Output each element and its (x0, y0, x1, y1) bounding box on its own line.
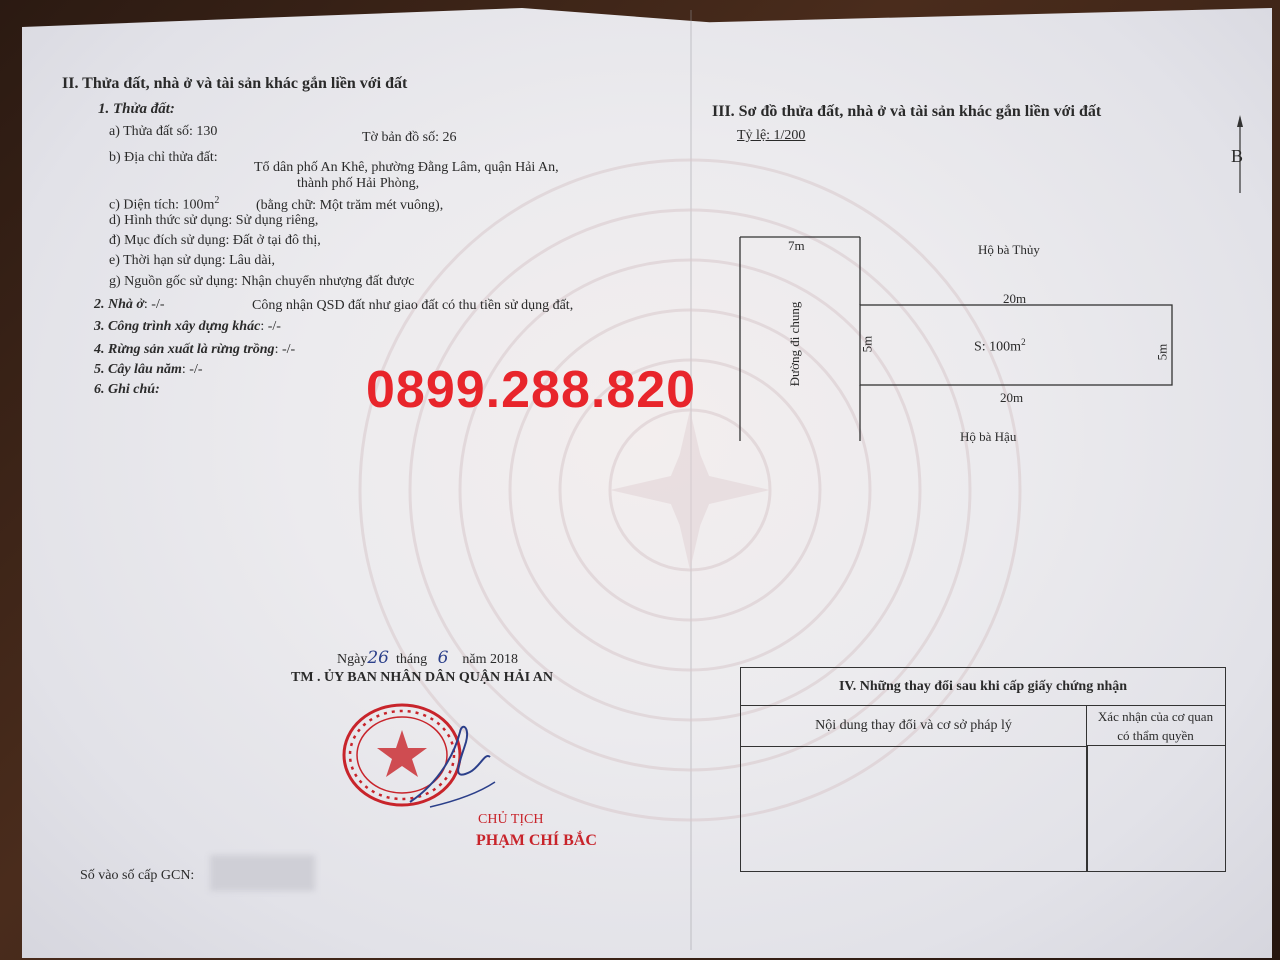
issue-month: 6 (437, 648, 449, 668)
north-label: B (1231, 146, 1244, 166)
signer-role: CHỦ TỊCH (478, 812, 544, 827)
land-plot-heading: 1. Thửa đất: (98, 101, 175, 117)
address-line-1: Tổ dân phố An Khê, phường Đằng Lâm, quận Hải An, (254, 160, 559, 175)
authority-confirmation-header (1086, 705, 1225, 746)
area-in-words: (bằng chữ: Một trăm mét vuông), (256, 198, 444, 213)
changes-table (740, 667, 1226, 872)
plantation-forest-value: : -/- (274, 342, 296, 357)
signer-name: PHẠM CHÍ BẮC (476, 832, 597, 849)
notes-label: 6. Ghi chú: (94, 382, 160, 397)
redacted-registry-number (210, 855, 315, 891)
section-4-title: IV. Những thay đổi sau khi cấp giấy chứng nhận (741, 668, 1225, 706)
perennial-trees-item (94, 362, 203, 378)
neighbor-bottom-label: Hộ bà Hậu (960, 429, 1017, 444)
registry-label: Số vào số cấp GCN: (80, 868, 195, 883)
plantation-forest-item (94, 342, 295, 358)
usage-purpose: đ) Mục đích sử dụng: Đất ở tại đô thị, (109, 233, 321, 248)
confirmation-header-line-2: có thẩm quyền (1117, 728, 1194, 743)
other-structures-value: : -/- (260, 319, 281, 334)
other-structures-label: 3. Công trình xây dựng khác (94, 319, 261, 334)
address-line-2: thành phố Hải Phòng, (297, 176, 420, 191)
house-value: : -/- (143, 297, 165, 312)
issue-year: năm 2018 (462, 652, 519, 667)
plot-area-superscript: 2 (1021, 337, 1026, 347)
month-prefix: tháng (395, 652, 428, 667)
changes-column-divider (1086, 746, 1088, 871)
signature-icon (400, 712, 500, 812)
road-label: Đường đi chung (787, 301, 802, 387)
plantation-forest-label: 4. Rừng sản xuất là rừng trồng (94, 342, 275, 357)
area-value: c) Diện tích: 100m (109, 197, 215, 213)
confirmation-header-line-1: Xác nhận của cơ quan (1097, 709, 1214, 724)
area-label (109, 193, 219, 214)
plot-right-width: 5m (1154, 343, 1170, 361)
issuing-authority: TM . ỦY BAN NHÂN DÂN QUẬN HẢI AN (291, 670, 553, 685)
plot-bottom-length: 20m (1000, 390, 1024, 405)
neighbor-top-label: Hộ bà Thủy (978, 242, 1040, 257)
other-structures-item (94, 319, 281, 335)
changes-content-header: Nội dung thay đổi và cơ sở pháp lý (741, 705, 1087, 747)
perennial-trees-value: : -/- (181, 362, 203, 377)
map-sheet-number: Tờ bản đồ số: 26 (362, 130, 457, 145)
date-prefix: Ngày (337, 652, 368, 667)
top-width-label: 7m (788, 238, 805, 253)
scale-label: Tỷ lệ: 1/200 (737, 128, 806, 143)
section-2-title: II. Thửa đất, nhà ở và tài sản khác gắn liền với đất (62, 75, 408, 92)
phone-number-overlay: 0899.288.820 (366, 361, 697, 419)
plot-top-length: 20m (1003, 291, 1027, 306)
plot-area-value: S: 100m (974, 339, 1022, 355)
plot-left-width: 5m (859, 335, 875, 353)
usage-form: d) Hình thức sử dụng: Sử dụng riêng, (109, 213, 319, 228)
usage-origin: g) Nguồn gốc sử dụng: Nhận chuyển nhượng đất được (109, 274, 415, 289)
usage-term: e) Thời hạn sử dụng: Lâu dài, (109, 253, 275, 268)
house-item (94, 297, 165, 313)
plot-area-label (974, 334, 1026, 356)
usage-origin-line-2: Công nhận QSD đất như giao đất có thu tiền sử dụng đất, (252, 298, 574, 313)
house-label: 2. Nhà ở (94, 297, 144, 312)
section-3-title: III. Sơ đồ thửa đất, nhà ở và tài sản khác gắn liền với đất (712, 103, 1102, 120)
issue-date (337, 650, 518, 668)
plot-number: a) Thửa đất số: 130 (109, 124, 218, 139)
perennial-trees-label: 5. Cây lâu năm (94, 362, 182, 377)
address-label: b) Địa chỉ thửa đất: (109, 150, 218, 165)
issue-day: 26 (367, 648, 389, 668)
area-superscript: 2 (214, 195, 220, 206)
